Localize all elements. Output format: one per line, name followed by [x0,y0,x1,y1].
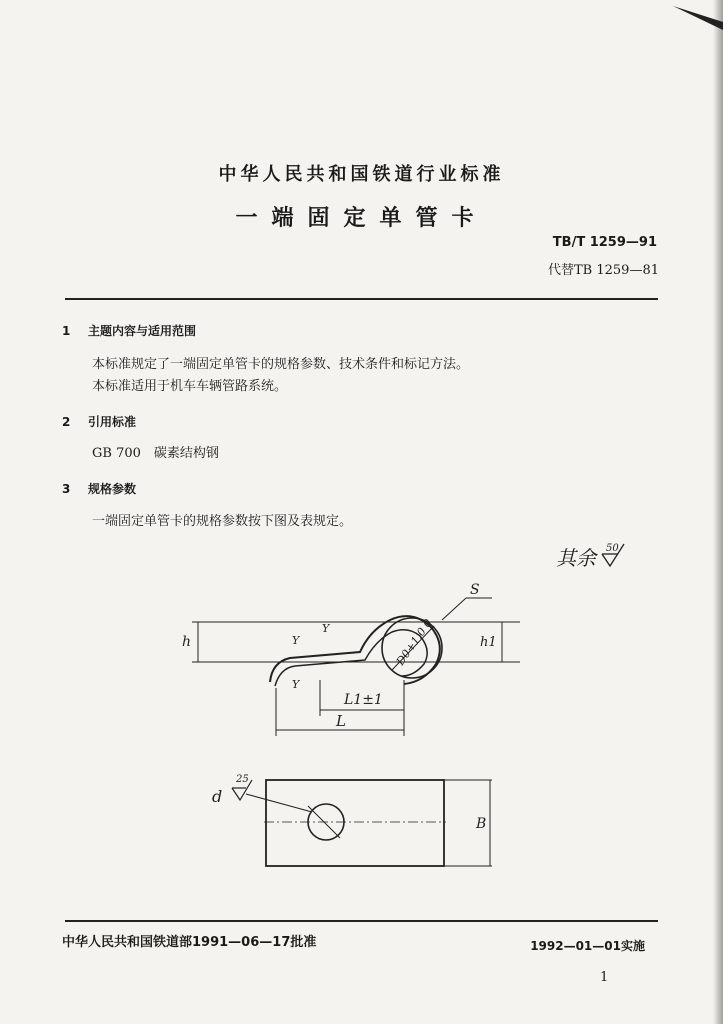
header-org: 中华人民共和国铁道行业标准 [218,164,505,185]
dim-l-label: L [336,712,346,730]
dim-l1-label: L1±1 [344,692,383,708]
top-view-drawing [200,768,510,878]
section-2-para-1: GB 700 碳素结构钢 [92,446,219,461]
effective-date: 1992—01—01实施 [530,939,645,953]
roughness-hole-value: 25 [236,774,249,785]
section-title: 规格参数 [88,482,137,496]
header-rule [65,298,658,300]
section-1-para-2: 本标准适用于机车车辆管路系统。 [92,379,288,394]
section-number: 2 [62,415,71,429]
section-number: 1 [62,324,71,338]
dim-d-label: d [212,787,223,806]
page-number: 1 [600,970,609,985]
document-title: 一端固定单管卡 [235,206,488,231]
roughness-rest-value: 50 [606,543,619,554]
section-1-para-1: 本标准规定了一端固定单管卡的规格参数、技术条件和标记方法。 [92,357,470,372]
side-view-drawing [180,570,540,750]
replaces-standard: 代替TB 1259—81 [548,263,659,278]
section-title: 引用标准 [88,415,137,429]
dim-h1-label: h1 [480,635,497,650]
standard-number: TB/T 1259—91 [552,235,657,250]
dim-h-label: h [182,634,192,650]
section-2-heading [62,413,136,430]
weld-mark-y-1: Y [292,634,300,647]
section-1-heading [62,322,196,339]
weld-mark-y-3: Y [292,678,300,691]
scan-corner-mark [663,0,723,40]
footer-rule [65,920,658,922]
scan-edge-shadow [713,0,723,1024]
section-title: 主题内容与适用范围 [88,324,197,338]
dim-d0-label: D0+1.0 0 [393,616,435,668]
roughness-rest-mark [556,542,596,571]
section-3-heading [62,480,136,497]
section-number: 3 [62,482,71,496]
roughness-rest-symbol [600,540,630,568]
approval-text: 中华人民共和国铁道部1991—06—17批准 [62,935,317,950]
roughness-rest-label: 其余 [556,546,596,570]
section-3-para-1: 一端固定单管卡的规格参数按下图及表规定。 [92,514,353,529]
weld-mark-y-2: Y [322,622,330,635]
dim-b-label: B [476,816,487,832]
dim-s-label: S [470,582,480,598]
